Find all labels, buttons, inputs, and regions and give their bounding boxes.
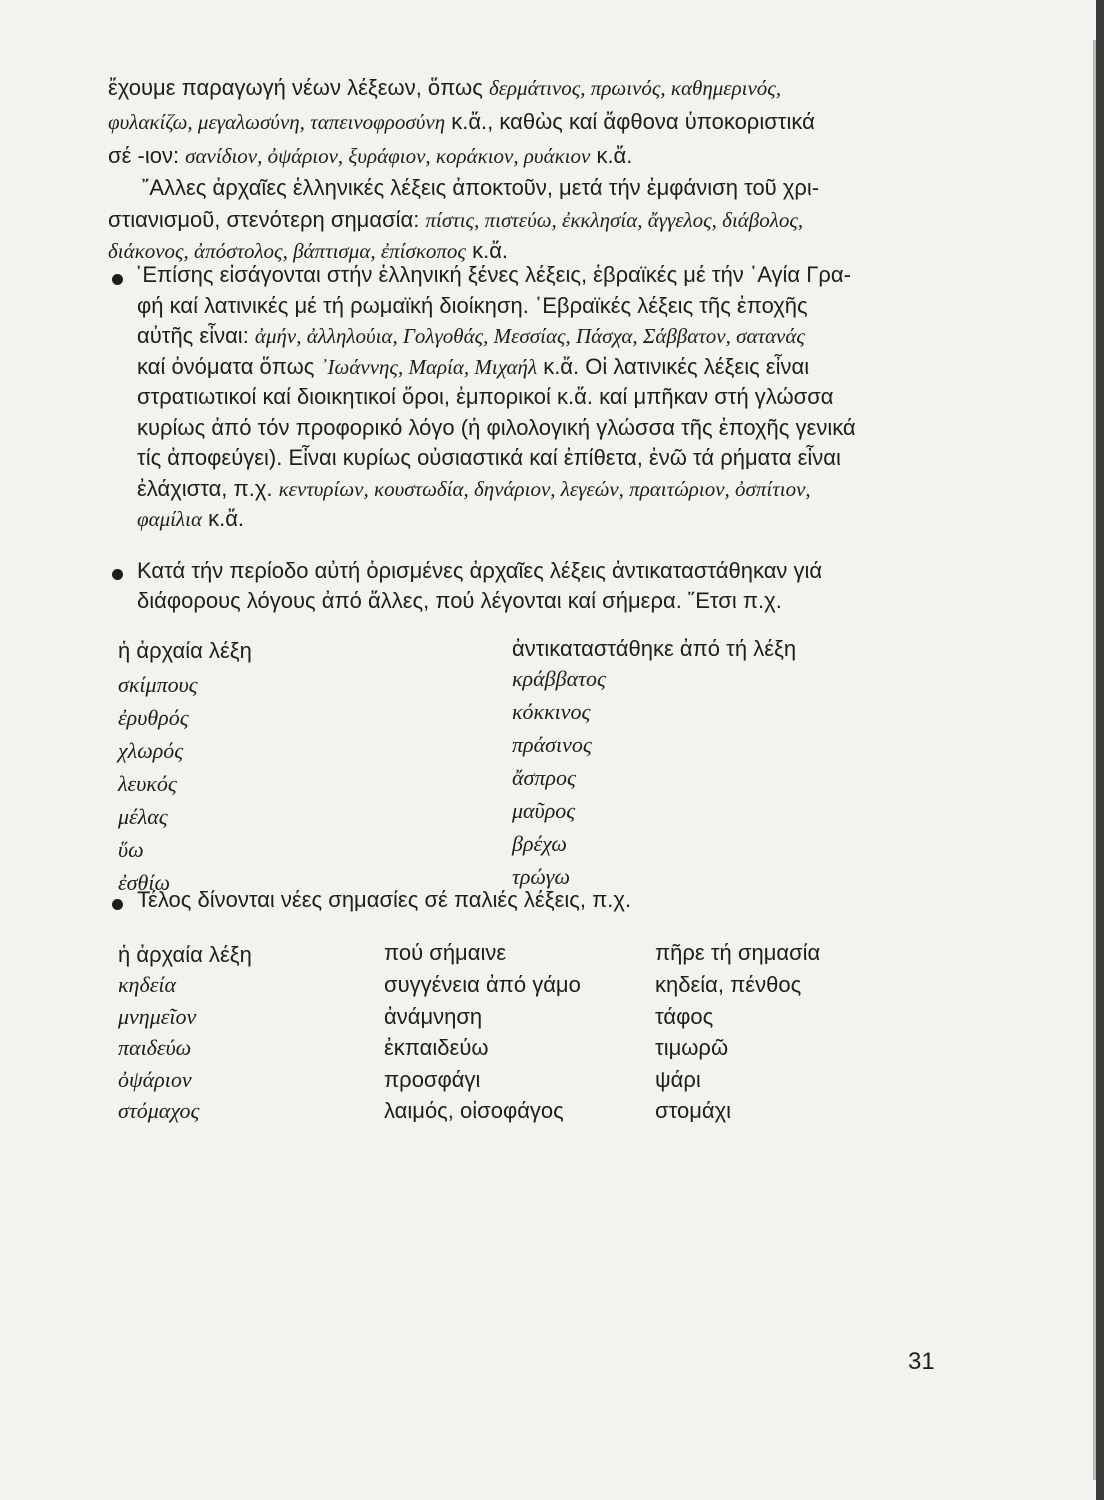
- body-text: ἐλάχιστα, π.χ.: [137, 475, 279, 501]
- replacement-word: πράσινος: [512, 732, 592, 757]
- example-words: ἀμήν, ἀλληλούια, Γολγοθάς, Μεσσίας, Πάσχα, Σάββατον, σατανάς: [254, 324, 805, 348]
- table1-header: ἀντικαταστάθηκε ἀπό τή λέξη: [512, 636, 797, 661]
- body-text: Κατά τήν περίοδο αὐτή ὁρισμένες ἀρχαῖες λέξεις ἀντικαταστάθηκαν γιά: [137, 558, 823, 583]
- text-line: [137, 351, 809, 383]
- ancient-word: ἐσθίω: [118, 870, 170, 895]
- replacement-word: κόκκινος: [512, 699, 591, 724]
- example-words: ᾿Ιωάννης, Μαρία, Μιχαήλ: [320, 354, 538, 379]
- ancient-word: λευκός: [118, 771, 177, 796]
- text-line: [108, 106, 815, 138]
- body-text: αὐτῆς εἶναι:: [137, 323, 255, 348]
- example-words: φαμίλια: [137, 507, 202, 531]
- old-meaning: λαιμός, οἰσοφάγος: [384, 1098, 564, 1123]
- body-text: κ.ἄ.: [201, 506, 245, 531]
- bullet-icon: [112, 569, 123, 580]
- body-text: κυρίως ἀπό τόν προφορικό λόγο (ἡ φιλολογική γλώσσα τῆς ἐποχῆς γενικά: [137, 414, 856, 440]
- replacement-word: κράββατος: [512, 666, 606, 691]
- text-line: [137, 473, 811, 505]
- text-line: [137, 585, 782, 617]
- body-text: φή καί λατινικές μέ τή ρωμαϊκή διοίκηση. ῾Εβραϊκές λέξεις τῆς ἐποχῆς: [137, 292, 808, 318]
- text-line: [137, 381, 834, 413]
- text-line: [142, 172, 819, 204]
- text-line: [108, 140, 632, 172]
- ancient-word: κηδεία: [118, 972, 177, 997]
- ancient-word: χλωρός: [118, 738, 184, 763]
- ancient-word: στόμαχος: [118, 1098, 200, 1123]
- body-text: στιανισμοῦ, στενότερη σημασία:: [108, 206, 426, 232]
- body-text: Τέλος δίνονται νέες σημασίες σέ παλιές λέξεις, π.χ.: [137, 887, 632, 912]
- ancient-word: μνημεῖον: [118, 1003, 197, 1029]
- table2-header: πῆρε τή σημασία: [655, 940, 821, 965]
- body-text: ᾿Επίσης εἰσάγονται στήν ἑλληνική ξένες λέξεις, ἑβραϊκές μέ τήν ῾Αγία Γρα-: [135, 262, 851, 287]
- body-text: κ.ἄ.: [590, 143, 633, 168]
- replacement-word: τρώγω: [512, 864, 570, 889]
- replacement-word: μαῦρος: [512, 798, 576, 823]
- new-meaning: τάφος: [655, 1003, 714, 1029]
- text-line: [137, 320, 805, 352]
- ancient-word: παιδεύω: [118, 1035, 192, 1060]
- replacement-word: ἄσπρος: [512, 765, 576, 790]
- old-meaning: προσφάγι: [384, 1066, 481, 1092]
- ancient-word: ὀψάριον: [118, 1066, 192, 1092]
- text-line: [108, 72, 781, 104]
- example-words: φυλακίζω, μεγαλωσύνη, ταπεινοφροσύνη: [108, 110, 446, 134]
- body-text: καί ὀνόματα ὅπως: [137, 353, 321, 379]
- body-text: διάφορους λόγους ἀπό ἄλλες, πού λέγονται καί σήμερα. ῞Ετσι π.χ.: [137, 588, 782, 613]
- text-line: [137, 555, 822, 587]
- body-text: τίς ἀποφεύγει). Εἶναι κυρίως οὐσιαστικά καί ἐπίθετα, ἐνῶ τά ρήματα εἶναι: [137, 445, 841, 470]
- ancient-word: ἐρυθρός: [118, 705, 189, 730]
- body-text: κ.ἄ.: [465, 238, 509, 263]
- body-text: κ.ἄ., καθὼς καί ἄφθονα ὑποκοριστικά: [445, 109, 815, 134]
- page-edge-shadow: [1096, 0, 1104, 1500]
- text-line: [137, 442, 841, 474]
- page-edge-line: [1093, 40, 1096, 1480]
- replacement-word: βρέχω: [512, 831, 567, 856]
- body-text: κ.ἄ. Οἱ λατινικές λέξεις εἶναι: [537, 353, 810, 379]
- example-words: σανίδιον, ὀψάριον, ξυράφιον, κοράκιον, ρυάκιον: [185, 144, 591, 168]
- ancient-word: ὕω: [118, 837, 144, 862]
- table1-header: ἡ ἀρχαία λέξη: [118, 638, 252, 663]
- old-meaning: ἀνάμνηση: [384, 1003, 483, 1029]
- new-meaning: ψάρι: [655, 1066, 701, 1092]
- page-number: 31: [908, 1348, 935, 1375]
- example-words: δερμάτινος, πρωινός, καθημερινός,: [488, 76, 782, 100]
- table2-header: ἡ ἀρχαία λέξη: [118, 942, 252, 967]
- body-text: σέ -ιον:: [108, 143, 186, 168]
- old-meaning: ἐκπαιδεύω: [384, 1035, 489, 1060]
- new-meaning: τιμωρῶ: [655, 1035, 729, 1060]
- text-line: [137, 290, 808, 322]
- old-meaning: συγγένεια ἀπό γάμο: [384, 972, 581, 997]
- bullet-icon: [112, 899, 123, 910]
- body-text: στρατιωτικοί καί διοικητικοί ὅροι, ἐμπορικοί κ.ἄ. καί μπῆκαν στή γλώσσα: [137, 384, 834, 409]
- ancient-word: σκίμπους: [118, 672, 198, 697]
- example-words: κεντυρίων, κουστωδία, δηνάριον, λεγεών, πραιτώριον, ὀσπίτιον,: [278, 476, 811, 501]
- text-line: [135, 259, 851, 291]
- text-line: [108, 204, 803, 236]
- new-meaning: στομάχι: [655, 1098, 732, 1123]
- example-words: διάκονος, ἀπόστολος, βάπτισμα, ἐπίσκοπος: [108, 239, 466, 263]
- body-text: ῎Αλλες ἀρχαῖες ἑλληνικές λέξεις ἀποκτοῦν, μετά τήν ἐμφάνιση τοῦ χρι-: [142, 175, 820, 200]
- text-line: [137, 503, 244, 535]
- example-words: πίστις, πιστεύω, ἐκκλησία, ἄγγελος, διάβολος,: [425, 207, 804, 232]
- table2-header: πού σήμαινε: [384, 940, 507, 965]
- new-meaning: κηδεία, πένθος: [655, 972, 802, 997]
- bullet-icon: [112, 274, 123, 285]
- text-line: [137, 412, 856, 444]
- body-text: ἔχουμε παραγωγή νέων λέξεων, ὅπως: [108, 75, 489, 100]
- ancient-word: μέλας: [118, 804, 168, 829]
